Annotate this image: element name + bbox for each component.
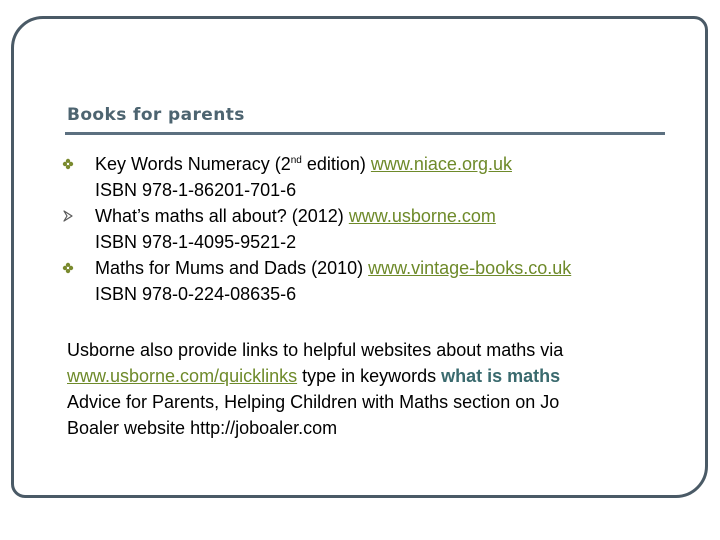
title-divider [65,132,665,135]
niace-link[interactable]: www.niace.org.uk [370,154,512,174]
book-item-whats-maths [62,203,571,255]
paragraph-line-3: Advice for Parents, Helping Children with Maths section on Jo [67,392,560,412]
usborne-paragraph [67,337,637,441]
slide-title: Books for parents [67,105,245,125]
book-isbn: ISBN 978-1-86201-701-6 [95,180,297,200]
quicklinks-link[interactable]: www.usborne.com/quicklinks [67,366,298,386]
diamond-bullet-icon [62,158,74,170]
vintage-books-link[interactable]: www.vintage-books.co.uk [368,258,572,278]
book-isbn: ISBN 978-0-224-08635-6 [95,284,297,304]
book-title-line [95,151,571,177]
paragraph-line-1: Usborne also provide links to helpful websites about maths via [67,340,564,360]
paragraph-mid-text: type in keywords [297,366,442,386]
paragraph-line-4: Boaler website http://joboaler.com [67,418,338,438]
book-title: What’s maths all about? (2012) [95,206,349,226]
book-item-key-words [62,151,571,203]
superscript: nd [290,155,302,166]
book-list [62,151,571,307]
usborne-link[interactable]: www.usborne.com [348,206,496,226]
book-isbn: ISBN 978-1-4095-9521-2 [95,232,297,252]
arrow-bullet-icon [62,210,74,222]
paragraph-line-2 [67,366,560,386]
book-title: Key Words Numeracy (2 [95,154,291,174]
book-title-line [95,255,571,281]
book-title: Maths for Mums and Dads (2010) [95,258,369,278]
book-edition: edition) [301,154,371,174]
book-title-line [95,203,571,229]
book-item-mums-dads [62,255,571,307]
keyword-highlight: what is maths [441,366,561,386]
diamond-bullet-icon [62,262,74,274]
